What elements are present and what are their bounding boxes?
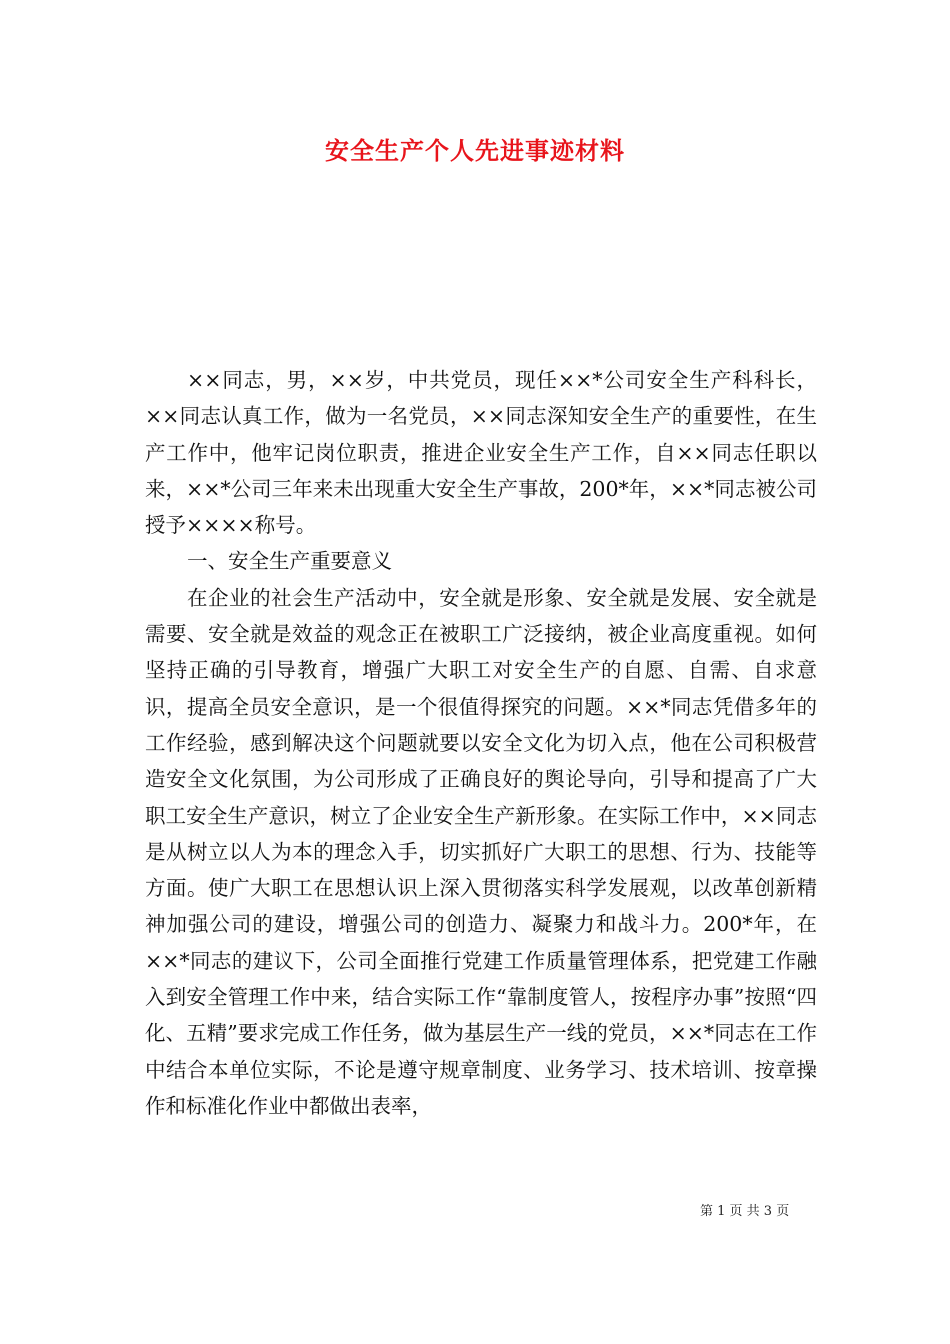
document-body (145, 362, 817, 1124)
paragraph-intro: ××同志，男，××岁，中共党员，现任××*公司安全生产科科长，××同志认真工作，做为一名党员，××同志深知安全生产的重要性，在生产工作中，他牢记岗位职责，推进企业安全生产工作，自××同志任职以来，××*公司三年来未出现重大安全生产事故，200*年，××*同志被公司授予××××称号。 (145, 368, 817, 538)
page-number-footer: 第 1 页 共 3 页 (700, 1204, 790, 1219)
document-title: 安全生产个人先进事迹材料 (325, 136, 625, 165)
section-heading: 一、安全生产重要意义 (187, 549, 393, 574)
paragraph-section-1: 在企业的社会生产活动中，安全就是形象、安全就是发展、安全就是需要、安全就是效益的观念正在被职工广泛接纳，被企业高度重视。如何坚持正确的引导教育，增强广大职工对安全生产的自愿、自需、自求意识，提高全员安全意识，是一个很值得探究的问题。××*同志凭借多年的工作经验，感到解决这个问题就要以安全文化为切入点，他在公司积极营造安全文化氛围，为公司形成了正确良好的舆论导向，引导和提高了广大职工安全生产意识，树立了企业安全生产新形象。在实际工作中，××同志是从树立以人为本的理念入手，切实抓好广大职工的思想、行为、技能等方面。使广大职工在思想认识上深入贯彻落实科学发展观，以改革创新精神加强公司的建设，增强公司的创造力、凝聚力和战斗力。200*年，在××*同志的建议下，公司全面推行党建工作质量管理体系，把党建工作融入到安全管理工作中来，结合实际工作“靠制度管人，按程序办事”按照“四化、五精”要求完成工作任务，做为基层生产一线的党员，××*同志在工作中结合本单位实际，不论是遵守规章制度、业务学习、技术培训、按章操作和标准化作业中都做出表率， (145, 585, 817, 1118)
